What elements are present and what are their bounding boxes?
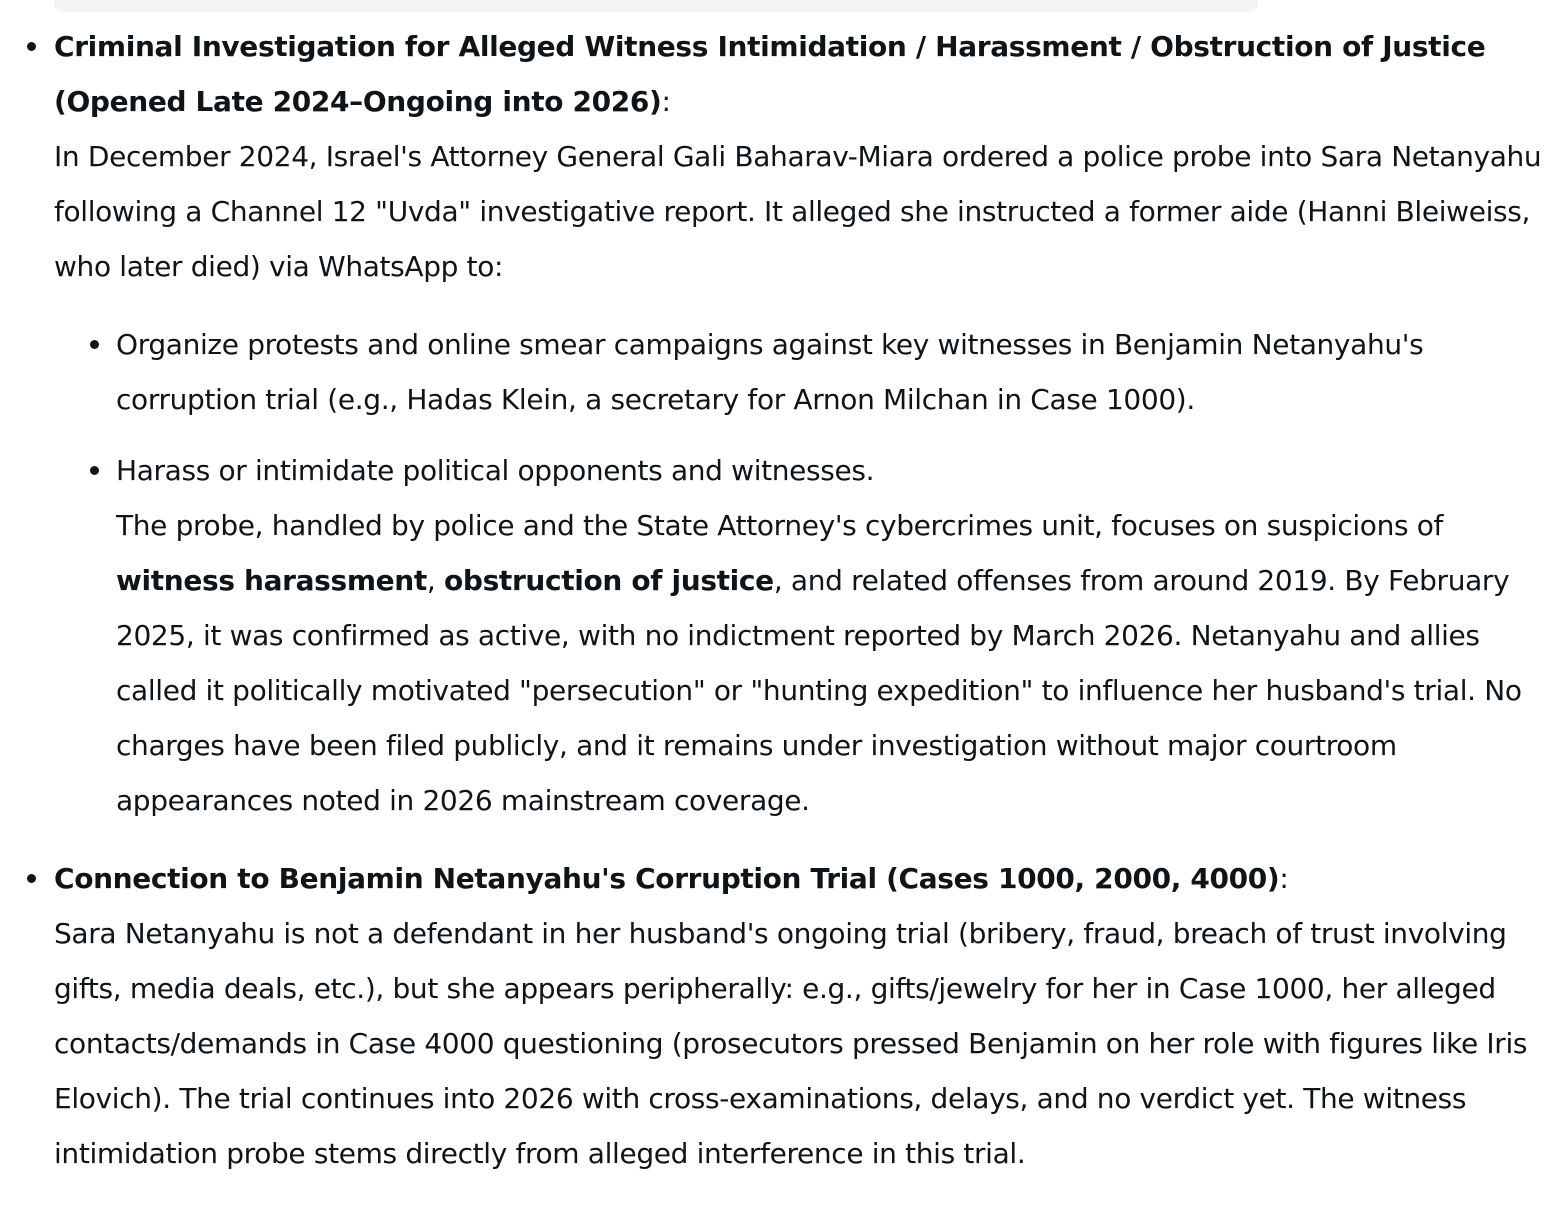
- list-item: [116, 443, 1556, 828]
- bullet-icon: [27, 874, 36, 883]
- bullet-list: [0, 19, 1556, 1181]
- bullet-icon: [90, 466, 99, 475]
- probe-text: , and related offenses from around 2019. By February 2025, it was confirmed as active, with no indictment reported by March 2026. Netanyahu and allies called it politically motivated "persecution" or "hunting expedition" to influence her husband's trial. No charges have been filed publicly, and it remains under investigation without major courtroom appearances noted in 2026 mainstream coverage.: [116, 564, 1522, 817]
- list-item-connection: [54, 851, 1556, 1181]
- sub-bullet-list: [54, 317, 1556, 828]
- sub-item-text: Harass or intimidate political opponents and witnesses.: [116, 454, 875, 487]
- previous-content-fade: [54, 0, 1258, 12]
- probe-details: [116, 498, 1556, 828]
- section-body: In December 2024, Israel's Attorney General Gali Baharav-Miara ordered a police probe into Sara Netanyahu following a Channel 12 "Uvda" investigative report. It alleged she instructed a former aide (Hanni Bleiweiss, who later died) via WhatsApp to:: [54, 140, 1542, 283]
- section-heading: Criminal Investigation for Alleged Witness Intimidation / Harassment / Obstruction of Justice (Opened Late 2024–Ongoing into 2026): [54, 30, 1486, 118]
- bullet-icon: [90, 340, 99, 349]
- response-content: [0, 19, 1556, 1181]
- probe-text: The probe, handled by police and the State Attorney's cybercrimes unit, focuses on suspicions of: [116, 509, 1444, 542]
- list-item-investigation: [54, 19, 1556, 828]
- bullet-icon: [27, 42, 36, 51]
- list-item: [116, 317, 1556, 427]
- bold-term-obstruction: obstruction of justice: [444, 564, 774, 597]
- probe-text: ,: [426, 564, 445, 597]
- section-heading: Connection to Benjamin Netanyahu's Corruption Trial (Cases 1000, 2000, 4000): [54, 862, 1280, 895]
- section-body: Sara Netanyahu is not a defendant in her husband's ongoing trial (bribery, fraud, breach of trust involving gifts, media deals, etc.), but she appears peripherally: e.g., gifts/jewelry for her in Case 1000, her alleged contacts/demands in Case 4000 questioning (prosecutors pressed Benjamin on her role with figures like Iris Elovich). The trial continues into 2026 with cross-examinations, delays, and no verdict yet. The witness intimidation probe stems directly from alleged interference in this trial.: [54, 917, 1528, 1170]
- sub-item-text: Organize protests and online smear campaigns against key witnesses in Benjamin Netanyahu's corruption trial (e.g., Hadas Klein, a secretary for Arnon Milchan in Case 1000).: [116, 328, 1424, 416]
- bold-term-witness-harassment: witness harassment: [116, 564, 427, 597]
- heading-colon: :: [1279, 862, 1289, 895]
- heading-colon: :: [661, 85, 671, 118]
